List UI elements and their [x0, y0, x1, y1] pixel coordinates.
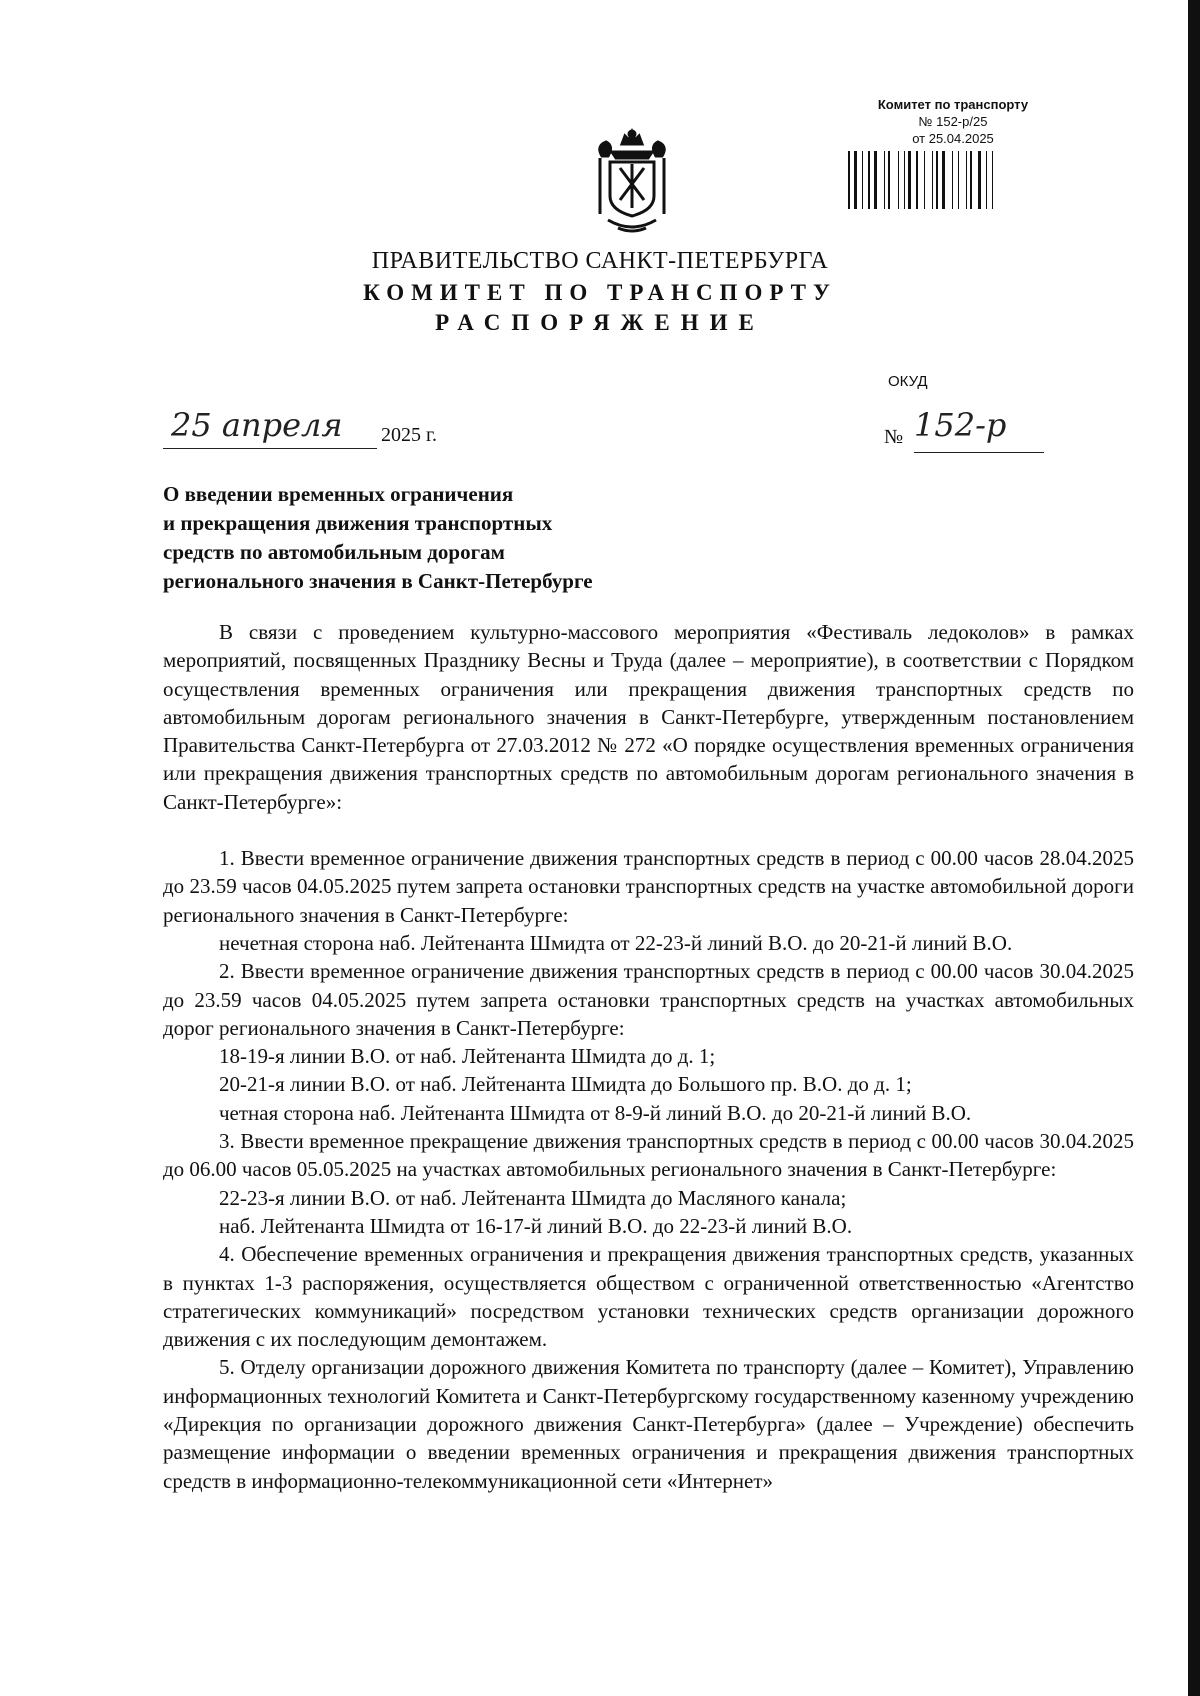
barcode-bar	[862, 151, 863, 209]
number-sign: №	[884, 426, 904, 448]
barcode-bar	[874, 151, 877, 209]
number-underline	[914, 452, 1044, 453]
title-line: и прекращения движения транспортных	[163, 511, 553, 535]
clause-2-item: 18-19-я линии В.О. от наб. Лейтенанта Шмидта до д. 1;	[219, 1044, 716, 1069]
clause-3-item: наб. Лейтенанта Шмидта от 16-17-й линий В.О. до 22-23-й линий В.О.	[219, 1213, 853, 1238]
date-underline	[163, 448, 377, 449]
handwritten-date: 25 апреля	[171, 406, 343, 444]
title-line: О введении временных ограничения	[163, 482, 514, 506]
clause-3-item: 22-23-я линии В.О. от наб. Лейтенанта Шмидта до Масляного канала;	[219, 1185, 847, 1210]
document-number	[884, 406, 1054, 460]
barcode-bar	[936, 151, 938, 209]
registration-stamp	[848, 96, 1058, 209]
barcode-bar	[978, 151, 981, 209]
barcode-bar	[884, 151, 885, 209]
document-body	[163, 618, 1134, 1495]
stamp-date: от 25.04.2025	[912, 131, 994, 146]
barcode-bar	[942, 151, 945, 209]
clause-3: 3. Ввести временное прекращение движения транспортных средств в период с 00.00 часов 30.04.2025 до 06.00 часов 05.05.2025 на участках автомобильных регионального значения в Санкт-Петербурге:	[163, 1129, 1134, 1182]
committee-name: КОМИТЕТ ПО ТРАНСПОРТУ	[363, 280, 837, 305]
clause-1: 1. Ввести временное ограничение движения транспортных средств в период с 00.00 часов 28.04.2025 до 23.59 часов 04.05.2025 путем запрета остановки транспортных средств на участке автомобильной дороги регионального значения в Санкт-Петербурге:	[163, 846, 1134, 927]
barcode-bar	[932, 151, 933, 209]
clause-4: 4. Обеспечение временных ограничения и прекращения движения транспортных средств, указанных в пунктах 1-3 распоряжения, осуществляется обществом с ограниченной ответственностью «Агентство стратегических коммуникаций» посредством установки технических средств организации дорожного движения с их последующим демонтажем.	[163, 1242, 1134, 1352]
barcode-bar	[908, 151, 911, 209]
barcode-bar	[970, 151, 972, 209]
stamp-org: Комитет по транспорту	[877, 97, 1029, 112]
barcode-bar	[848, 151, 850, 209]
barcode-bar	[958, 151, 959, 209]
title-line: регионального значения в Санкт-Петербурге	[163, 569, 593, 593]
clause-2-item: 20-21-я линии В.О. от наб. Лейтенанта Шмидта до Большого пр. В.О. до д. 1;	[219, 1072, 912, 1097]
clause-2: 2. Ввести временное ограничение движения транспортных средств в период с 00.00 часов 30.04.2025 до 23.59 часов 04.05.2025 путем запрета остановки транспортных средств на участках автомобильных дорог регионального значения в Санкт-Петербурге:	[163, 959, 1134, 1040]
barcode-bar	[986, 151, 987, 209]
barcode-bar	[966, 151, 967, 209]
barcode-bar	[904, 151, 905, 209]
barcode-bar	[888, 151, 890, 209]
clause-1-item: нечетная сторона наб. Лейтенанта Шмидта от 22-23-й линий В.О. до 20-21-й линий В.О.	[219, 930, 1013, 955]
document-title	[163, 480, 683, 596]
clause-5: 5. Отделу организации дорожного движения Комитета по транспорту (далее – Комитет), Управлению информационных технологий Комитета и Санкт-Петербургскому государственному казенному учреждению «Дирекция по организации дорожного движения Санкт-Петербурга» (далее – Учреждение) обеспечить размещение информации о введении временных ограничения и прекращения движения транспортных средств в информационно-телекоммуникационной сети «Интернет»	[163, 1355, 1134, 1493]
barcode-bar	[868, 151, 870, 209]
coat-of-arms-emblem	[584, 128, 680, 238]
barcode-bar	[916, 151, 918, 209]
handwritten-number: 152-р	[914, 406, 1007, 444]
barcode-bar	[992, 151, 993, 209]
barcode-bar	[854, 151, 857, 209]
government-name: ПРАВИТЕЛЬСТВО САНКТ-ПЕТЕРБУРГА	[371, 248, 829, 274]
barcode-bar	[952, 151, 953, 209]
barcode-bar	[924, 151, 925, 209]
clause-2-item: четная сторона наб. Лейтенанта Шмидта от 8-9-й линий В.О. до 20-21-й линий В.О.	[219, 1100, 972, 1125]
document-date	[163, 406, 603, 456]
title-line: средств по автомобильным дорогам	[163, 540, 505, 564]
stamp-number: № 152-р/25	[918, 114, 988, 129]
document-type: РАСПОРЯЖЕНИЕ	[435, 310, 765, 335]
date-year: 2025 г.	[381, 424, 437, 446]
preamble-paragraph: В связи с проведением культурно-массового мероприятия «Фестиваль ледоколов» в рамках мероприятий, посвященных Празднику Весны и Труда (далее – мероприятие), в соответствии с Порядком осуществления временных ограничения или прекращения движения транспортных средств по автомобильным дорогам регионального значения в Санкт-Петербурге, утвержденным постановлением Правительства Санкт-Петербурга от 27.03.2012 № 272 «О порядке осуществления временных ограничения или прекращения движения транспортных средств по автомобильным дорогам регионального значения в Санкт-Петербурге»:	[163, 620, 1134, 814]
barcode	[848, 151, 1054, 209]
okud-label: ОКУД	[888, 373, 928, 390]
barcode-bar	[898, 151, 899, 209]
